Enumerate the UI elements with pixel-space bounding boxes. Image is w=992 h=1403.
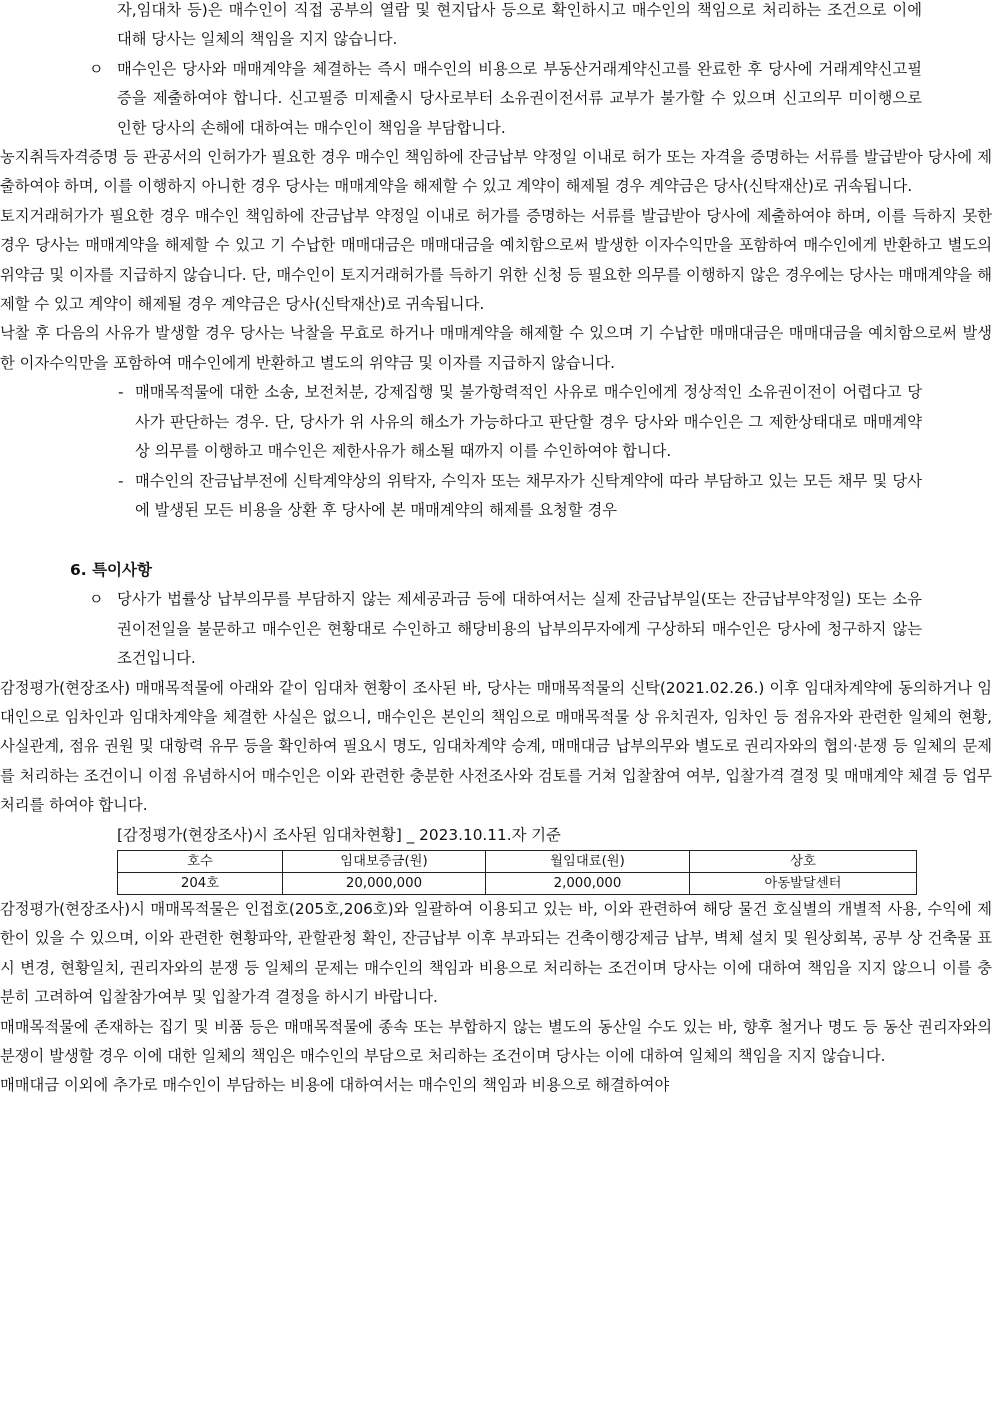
table-cell: 204호 — [118, 872, 283, 894]
table-caption: [감정평가(현장조사)시 조사된 임대차현황] _ 2023.10.11.자 기준 — [117, 825, 561, 844]
bullet-paragraph — [0, 1013, 992, 1072]
paragraph-text: 농지취득자격증명 등 관공서의 인허가가 필요한 경우 매수인 책임하에 잔금납부 약정일 이내로 허가 또는 자격을 증명하는 서류를 발급받아 당사에 제출하여야 하며, 이를 이행하지 아니한 경우 당사는 매매계약을 해제할 수 있고 계약이 해제될 경우 계약금은 당사(신탁재산)로 귀속됩니다. — [0, 148, 992, 196]
bullet-paragraph — [0, 895, 992, 1013]
sub-item — [118, 467, 922, 526]
paragraph-text: 자,임대차 등)은 매수인이 직접 공부의 열람 및 현지답사 등으로 확인하시고 매수인의 책임으로 처리하는 조건으로 이에 대해 당사는 일체의 책임을 지지 않습니다. — [117, 1, 922, 49]
dash-marker: - — [118, 383, 124, 402]
table-row — [118, 872, 917, 894]
table-header-cell: 월임대료(원) — [486, 850, 690, 872]
table-header-cell: 상호 — [690, 850, 917, 872]
table-cell: 20,000,000 — [283, 872, 486, 894]
continued-paragraph — [117, 0, 922, 55]
lease-status-table — [117, 850, 917, 895]
table-header-row — [118, 850, 917, 872]
bullet-paragraph — [0, 319, 992, 378]
table-cell: 아동발달센터 — [690, 872, 917, 894]
dash-marker: - — [118, 471, 124, 490]
paragraph-text: 감정평가(현장조사)시 매매목적물은 인접호(205호,206호)와 일괄하여 이용되고 있는 바, 이와 관련하여 해당 물건 호실별의 개별적 사용, 수익에 제한이 있을 수 있으며, 이와 관련한 현황파악, 관할관청 확인, 잔금납부 이후 부과되는 건축이행강제금 납부, 벽체 설치 및 원상회복, 공부 상 건축물 표시 변경, 현황일치, 권리자와의 분쟁 등 일체의 문제는 매수인의 책임과 비용으로 처리하는 조건이며 당사는 이에 대하여 책임을 지지 않으니 이를 충분히 고려하여 입찰참가여부 및 입찰가격 결정을 하시기 바랍니다. — [0, 899, 992, 1007]
bullet-paragraph — [89, 585, 922, 673]
paragraph-text: 매매목적물에 존재하는 집기 및 비품 등은 매매목적물에 종속 또는 부합하지 않는 별도의 동산일 수도 있는 바, 향후 철거나 명도 등 동산 권리자와의 분쟁이 발생할 경우 이에 대한 일체의 책임은 매수인의 부담으로 처리하는 조건이며 당사는 이에 대하여 일체의 책임을 지지 않습니다. — [0, 1017, 992, 1065]
paragraph-text: 매매대금 이외에 추가로 매수인이 부담하는 비용에 대하여서는 매수인의 책임과 비용으로 해결하여야 — [0, 1076, 670, 1095]
bullet-paragraph — [0, 1071, 992, 1100]
sub-item-text: 매매목적물에 대한 소송, 보전처분, 강제집행 및 불가항력적인 사유로 매수인에게 정상적인 소유권이전이 어렵다고 당사가 판단하는 경우. 단, 당사가 위 사유의 해소가 가능하다고 판단할 경우 당사와 매수인은 그 제한상태대로 매매계약상 의무를 이행하고 매수인은 제한사유가 해소될 때까지 이를 수인하여야 합니다. — [135, 383, 922, 461]
bullet-paragraph — [0, 674, 992, 821]
paragraph-text: 매수인은 당사와 매매계약을 체결하는 즉시 매수인의 비용으로 부동산거래계약신고를 완료한 후 당사에 거래계약신고필증을 제출하여야 합니다. 신고필증 미제출시 당사로부터 소유권이전서류 교부가 불가할 수 있으며 신고의무 미이행으로 인한 당사의 손해에 대하여는 매수인이 책임을 부담합니다. — [117, 59, 922, 137]
bullet-paragraph — [89, 55, 922, 143]
table-header-cell: 호수 — [118, 850, 283, 872]
sub-item-text: 매수인의 잔금납부전에 신탁계약상의 위탁자, 수익자 또는 채무자가 신탁계약에 따라 부담하고 있는 모든 채무 및 당사에 발생된 모든 비용을 상환 후 당사에 본 매매계약의 해제를 요청할 경우 — [135, 471, 922, 519]
bullet-marker: ㅇ — [89, 590, 104, 609]
bullet-paragraph — [0, 202, 992, 320]
paragraph-text: 토지거래허가가 필요한 경우 매수인 책임하에 잔금납부 약정일 이내로 허가를 증명하는 서류를 발급받아 당사에 제출하여야 하며, 이를 득하지 못한 경우 당사는 매매계약을 해제할 수 있고 기 수납한 매매대금은 매매대금을 예치함으로써 발생한 이자수익만을 포함하여 매수인에게 반환하고 별도의 위약금 및 이자를 지급하지 않습니다. 단, 매수인이 토지거래허가를 득하기 위한 신청 등 필요한 의무를 이행하지 않은 경우에는 당사는 매매계약을 해제할 수 있고 계약이 해제될 경우 계약금은 당사(신탁재산)로 귀속됩니다. — [0, 206, 992, 314]
paragraph-text: 당사가 법률상 납부의무를 부담하지 않는 제세공과금 등에 대하여서는 실제 잔금납부일(또는 잔금납부약정일) 또는 소유권이전일을 불문하고 매수인은 현황대로 수인하고 해당비용의 납부의무자에게 구상하되 매수인은 당사에 청구하지 않는 조건입니다. — [117, 590, 922, 668]
section-title: 6. 특이사항 — [70, 561, 152, 580]
bullet-paragraph — [0, 143, 992, 202]
sub-item — [118, 378, 922, 466]
table-cell: 2,000,000 — [486, 872, 690, 894]
table-header-cell: 임대보증금(원) — [283, 850, 486, 872]
paragraph-text: 감정평가(현장조사) 매매목적물에 아래와 같이 임대차 현황이 조사된 바, 당사는 매매목적물의 신탁(2021.02.26.) 이후 임대차계약에 동의하거나 임대인으로 임차인과 임대차계약을 체결한 사실은 없으니, 매수인은 본인의 책임으로 매매목적물 상 유치권자, 임차인 등 점유자와 관련한 일체의 현황, 사실관계, 점유 권원 및 대항력 유무 등을 확인하여 필요시 명도, 임대차계약 승계, 매매대금 납부의무와 별도로 권리자와의 협의·분쟁 등 일체의 문제를 처리하는 조건이니 이점 유념하시어 매수인은 이와 관련한 충분한 사전조사와 검토를 거쳐 입찰참여 여부, 입찰가격 결정 및 매매계약 체결 등 업무처리를 하여야 합니다. — [0, 678, 992, 815]
bullet-marker: ㅇ — [89, 59, 104, 78]
paragraph-text: 낙찰 후 다음의 사유가 발생할 경우 당사는 낙찰을 무효로 하거나 매매계약을 해제할 수 있으며 기 수납한 매매대금은 매매대금을 예치함으로써 발생한 이자수익만을 포함하여 매수인에게 반환하고 별도의 위약금 및 이자를 지급하지 않습니다. — [0, 324, 992, 372]
